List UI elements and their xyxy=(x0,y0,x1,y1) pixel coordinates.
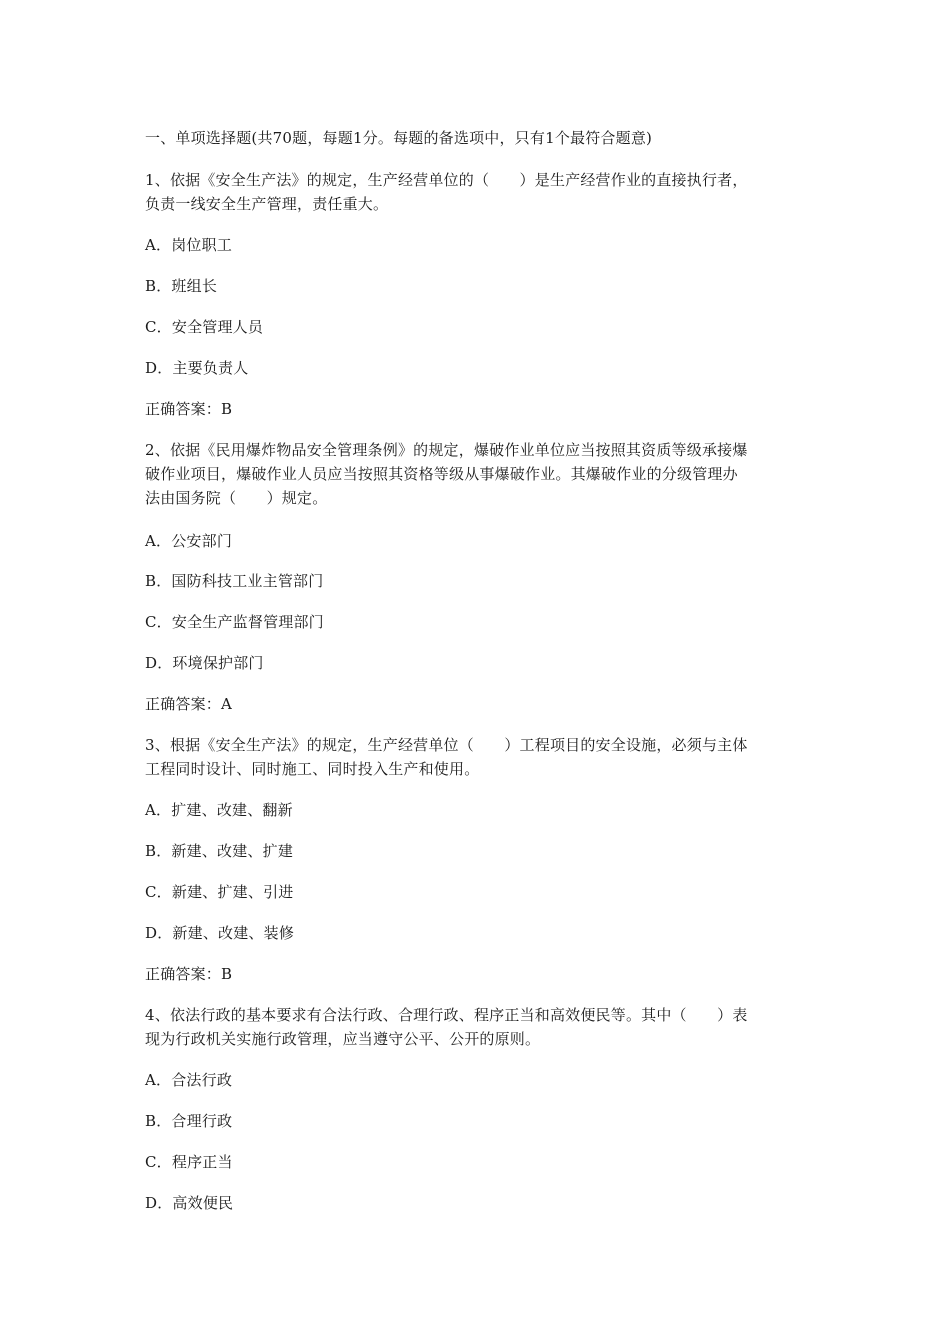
question-2-option-d: D．环境保护部门 xyxy=(145,654,264,672)
question-3-option-b: B．新建、改建、扩建 xyxy=(145,842,294,860)
question-2-option-c: C．安全生产监督管理部门 xyxy=(145,613,324,631)
question-4-option-d: D．高效便民 xyxy=(145,1194,234,1212)
question-2-option-b: B．国防科技工业主管部门 xyxy=(145,572,324,590)
question-1-option-c: C．安全管理人员 xyxy=(145,318,264,336)
question-1-option-d: D．主要负责人 xyxy=(145,359,249,377)
question-stem-line: 法由国务院（ ）规定。 xyxy=(145,489,328,507)
question-stem-line: 现为行政机关实施行政管理，应当遵守公平、公开的原则。 xyxy=(145,1030,541,1048)
question-2-stem xyxy=(145,438,815,510)
question-1-answer: 正确答案：B xyxy=(145,400,233,418)
question-3-option-c: C．新建、扩建、引进 xyxy=(145,883,294,901)
question-3-stem xyxy=(145,733,815,781)
section-title: 一、单项选择题(共70题，每题1分。每题的备选项中，只有1个最符合题意) xyxy=(145,129,653,147)
question-stem-line: 负责一线安全生产管理，责任重大。 xyxy=(145,195,389,213)
question-1-stem xyxy=(145,168,815,216)
question-3-option-d: D．新建、改建、装修 xyxy=(145,924,295,942)
question-4-option-c: C．程序正当 xyxy=(145,1153,233,1171)
question-stem-line: 破作业项目，爆破作业人员应当按照其资格等级从事爆破作业。其爆破作业的分级管理办 xyxy=(145,465,738,483)
question-2-answer: 正确答案：A xyxy=(145,695,233,713)
question-3-option-a: A．扩建、改建、翻新 xyxy=(145,801,293,819)
question-4-option-b: B．合理行政 xyxy=(145,1112,233,1130)
question-3-answer: 正确答案：B xyxy=(145,965,233,983)
question-4-option-a: A．合法行政 xyxy=(145,1071,233,1089)
question-stem-line: 1、依据《安全生产法》的规定，生产经营单位的（ ）是生产经营作业的直接执行者， xyxy=(145,171,748,189)
question-2-option-a: A．公安部门 xyxy=(145,532,233,550)
question-stem-line: 3、根据《安全生产法》的规定，生产经营单位（ ）工程项目的安全设施，必须与主体 xyxy=(145,736,748,754)
question-1-option-b: B．班组长 xyxy=(145,277,218,295)
question-1-option-a: A．岗位职工 xyxy=(145,236,233,254)
question-stem-line: 4、依法行政的基本要求有合法行政、合理行政、程序正当和高效便民等。其中（ ）表 xyxy=(145,1006,748,1024)
question-4-stem xyxy=(145,1003,815,1051)
question-stem-line: 工程同时设计、同时施工、同时投入生产和使用。 xyxy=(145,760,480,778)
question-stem-line: 2、依据《民用爆炸物品安全管理条例》的规定，爆破作业单位应当按照其资质等级承接爆 xyxy=(145,441,748,459)
